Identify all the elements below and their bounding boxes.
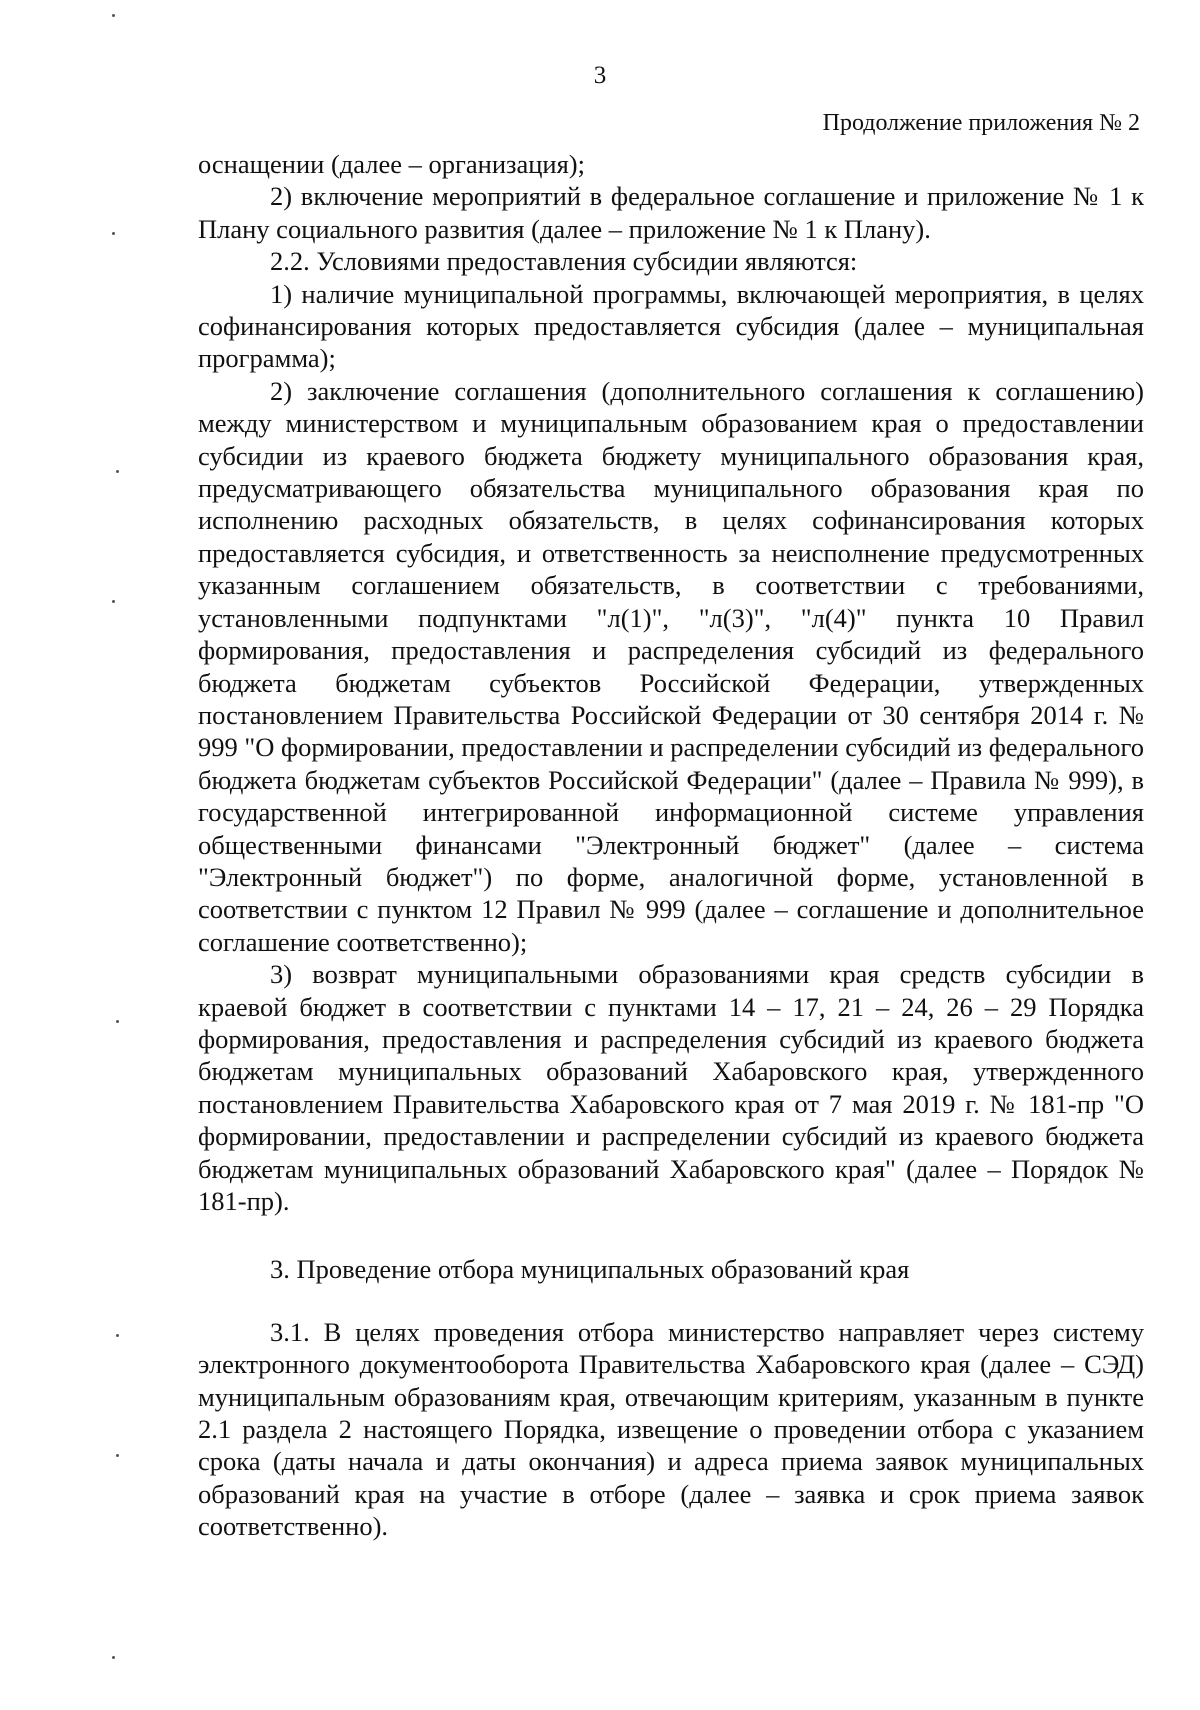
paragraph: оснащении (далее – организация); (198, 149, 585, 179)
scan-speck (112, 232, 115, 235)
paragraph: 2.2. Условиями предоставления субсидии являются: (270, 246, 858, 277)
scan-speck (112, 600, 115, 603)
page-number: 3 (593, 62, 607, 89)
appendix-continuation-note: Продолжение приложения № 2 (822, 110, 1140, 136)
paragraph: 2) включение мероприятий в федеральное соглашение и приложение № 1 к Плану социального развития (далее – приложение № 1 к Плану). (198, 181, 1144, 244)
scan-speck (112, 1656, 115, 1659)
scan-speck (116, 1454, 119, 1457)
paragraph: 3) возврат муниципальными образованиями края средств субсидии в краевой бюджет в соответствии с пунктами 14 – 17, 21 – 24, 26 – 29 Порядка формирования, предоставления и распределения субсидий из краевого бюджета бюджетам муниципальных образований Хабаровского края, утвержденного постановлением Правительства Хабаровского края от 7 мая 2019 г. № 181-пр "О формировании, предоставлении и распределении субсидий из краевого бюджета бюджетам муниципальных образований Хабаровского края" (далее – Порядок № 181-пр). (198, 959, 1144, 1216)
paragraph: 1) наличие муниципальной программы, включающей мероприятия, в целях софинансирования которых предоставляется субсидия (далее – муниципальная программа); (198, 278, 1144, 374)
scan-speck (116, 470, 119, 473)
scan-speck (116, 1334, 119, 1337)
paragraph: 2) заключение соглашения (дополнительного соглашения к соглашению) между министерством и муниципальным образованием края о предоставлении субсидии из краевого бюджета бюджету муниципального образования края, предусматривающего обязательства муниципального образования края по исполнению расходных обязательств, в целях софинансирования которых предоставляется субсидия, и ответственность за неисполнение предусмотренных указанным соглашением обязательств, в соответствии с требованиями, установленными подпунктами "л(1)", "л(3)", "л(4)" пункта 10 Правил формирования, предоставления и распределения субсидий из федерального бюджета бюджетам субъектов Российской Федерации, утвержденных постановлением Правительства Российской Федерации от 30 сентября 2014 г. № 999 "О формировании, предоставлении и распределении субсидий из федерального бюджета бюджетам субъектов Российской Федерации" (далее – Правила № 999), в государственной интегрированной информационной системе управления общественными финансами "Электронный бюджет" (далее – система "Электронный бюджет") по форме, аналогичной форме, установленной в соответствии с пунктом 12 Правил № 999 (далее – соглашение и дополнительное соглашение соответственно); (198, 375, 1144, 957)
document-body (198, 148, 1144, 1543)
scan-speck (112, 14, 115, 17)
section-heading: 3. Проведение отбора муниципальных образований края (270, 1254, 910, 1285)
scan-speck (116, 1020, 119, 1023)
paragraph: 3.1. В целях проведения отбора министерство направляет через систему электронного документооборота Правительства Хабаровского края (далее – СЭД) муниципальным образованиям края, отвечающим критериям, указанным в пункте 2.1 раздела 2 настоящего Порядка, извещение о проведении отбора с указанием срока (даты начала и даты окончания) и адреса приема заявок муниципальных образований края на участие в отборе (далее – заявка и срок приема заявок соответственно). (198, 1316, 1144, 1542)
